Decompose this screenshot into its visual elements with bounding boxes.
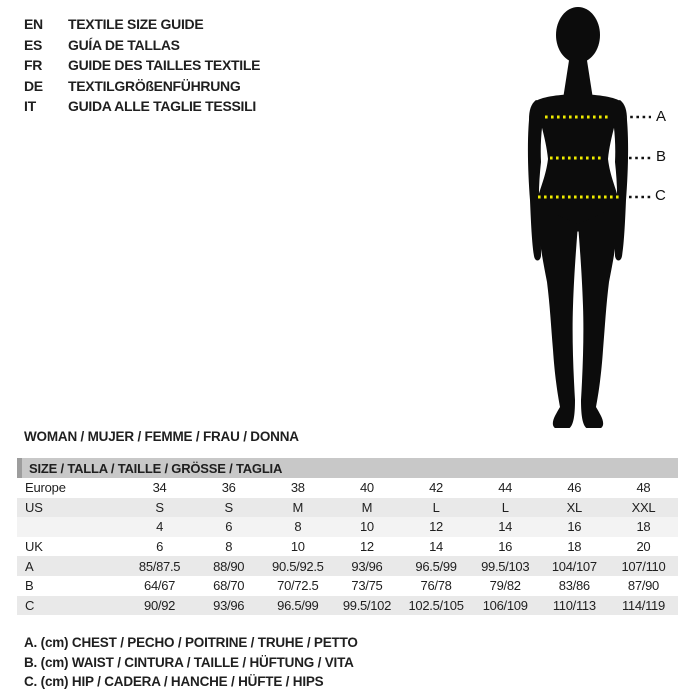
cell: 90.5/92.5 <box>272 558 324 574</box>
cell: 18 <box>636 519 651 535</box>
cell: 110/113 <box>552 597 596 613</box>
table-header <box>17 458 678 478</box>
cell: 64/67 <box>144 578 176 594</box>
row-label: C <box>25 597 35 613</box>
legend-hip: C. (cm) HIP / CADERA / HANCHE / HÜFTE / HIPS <box>24 674 324 690</box>
cell: 114/119 <box>621 597 665 613</box>
cell: 70/72.5 <box>277 578 319 594</box>
guide-title-es: GUÍA DE TALLAS <box>68 36 180 53</box>
row-label: UK <box>25 539 43 555</box>
measure-legend <box>24 633 358 692</box>
guide-title-fr: GUIDE DES TAILLES TEXTILE <box>68 57 261 74</box>
cell: L <box>501 499 509 515</box>
cell: 20 <box>636 539 651 555</box>
language-code: ES <box>24 36 43 53</box>
cell: 8 <box>225 539 233 555</box>
guide-title-en: TEXTILE SIZE GUIDE <box>68 16 204 33</box>
cell: L <box>432 499 440 515</box>
cell: 12 <box>429 519 443 535</box>
table-row-chest-a <box>17 556 678 576</box>
cell: 4 <box>156 519 164 535</box>
cell: 107/110 <box>621 558 666 574</box>
cell: 76/78 <box>420 578 452 594</box>
language-code: FR <box>24 57 43 74</box>
cell: 34 <box>152 480 167 496</box>
cell: XL <box>566 499 582 515</box>
marker-label-hip: C <box>655 187 666 204</box>
cell: 83/86 <box>558 578 590 594</box>
language-code: EN <box>24 16 43 33</box>
table-header-label: SIZE / TALLA / TAILLE / GRÖSSE / TAGLIA <box>29 460 283 476</box>
cell: XXL <box>631 499 656 515</box>
marker-label-chest: A <box>656 108 667 125</box>
cell: 99.5/103 <box>481 558 530 574</box>
cell: 10 <box>360 519 374 535</box>
row-label: B <box>25 578 34 594</box>
cell: 38 <box>290 480 305 496</box>
cell: 44 <box>498 480 513 496</box>
cell: 104/107 <box>551 558 597 574</box>
cell: S <box>155 499 164 515</box>
cell: 18 <box>567 539 582 555</box>
cell: 88/90 <box>213 558 245 574</box>
row-label: A <box>25 558 34 574</box>
cell: 46 <box>567 480 582 496</box>
cell: 68/70 <box>213 578 245 594</box>
cell: 16 <box>498 539 513 555</box>
cell: 8 <box>294 519 302 535</box>
cell: 36 <box>221 480 236 496</box>
language-code: IT <box>24 98 36 115</box>
cell: 12 <box>360 539 374 555</box>
cell: 14 <box>429 539 443 555</box>
cell: 6 <box>156 539 164 555</box>
cell: 96.5/99 <box>277 597 319 613</box>
guide-title-de: TEXTILGRÖßENFÜHRUNG <box>68 77 241 94</box>
row-label: US <box>25 499 43 515</box>
cell: 93/96 <box>213 597 245 613</box>
cell: 42 <box>429 480 443 496</box>
cell: 6 <box>225 519 233 535</box>
cell: M <box>361 499 373 515</box>
size-table <box>17 458 678 615</box>
legend-waist: B. (cm) WAIST / CINTURA / TAILLE / HÜFTUNG / VITA <box>24 654 354 670</box>
table-row-waist-b <box>17 576 678 596</box>
cell: 14 <box>498 519 513 535</box>
legend-chest: A. (cm) CHEST / PECHO / POITRINE / TRUHE / PETTO <box>24 635 358 650</box>
cell: 79/82 <box>489 578 521 594</box>
cell: 40 <box>360 480 374 496</box>
table-row-us <box>17 498 678 518</box>
cell: M <box>292 499 304 515</box>
table-row-europe <box>17 478 678 498</box>
table-row-uk <box>17 537 678 557</box>
cell: 93/96 <box>351 558 383 574</box>
cell: 96.5/99 <box>415 558 457 574</box>
cell: 10 <box>290 539 305 555</box>
cell: 87/90 <box>627 578 659 594</box>
guide-title-it: GUIDA ALLE TAGLIE TESSILI <box>68 98 256 115</box>
marker-label-waist: B <box>656 148 667 165</box>
cell: 90/92 <box>144 597 176 613</box>
cell: S <box>224 499 233 515</box>
cell: 16 <box>567 519 582 535</box>
cell: 106/109 <box>482 597 528 613</box>
row-label: Europe <box>25 480 66 496</box>
table-row-hip-c <box>17 596 678 616</box>
cell: 85/87.5 <box>138 558 181 574</box>
cell: 102.5/105 <box>408 597 464 613</box>
section-title: WOMAN / MUJER / FEMME / FRAU / DONNA <box>24 429 299 444</box>
cell: 99.5/102 <box>342 597 392 613</box>
table-row-us-numeric <box>17 517 678 537</box>
cell: 73/75 <box>351 578 383 594</box>
woman-silhouette-icon <box>490 4 670 428</box>
language-code: DE <box>24 77 43 94</box>
cell: 48 <box>636 480 651 496</box>
